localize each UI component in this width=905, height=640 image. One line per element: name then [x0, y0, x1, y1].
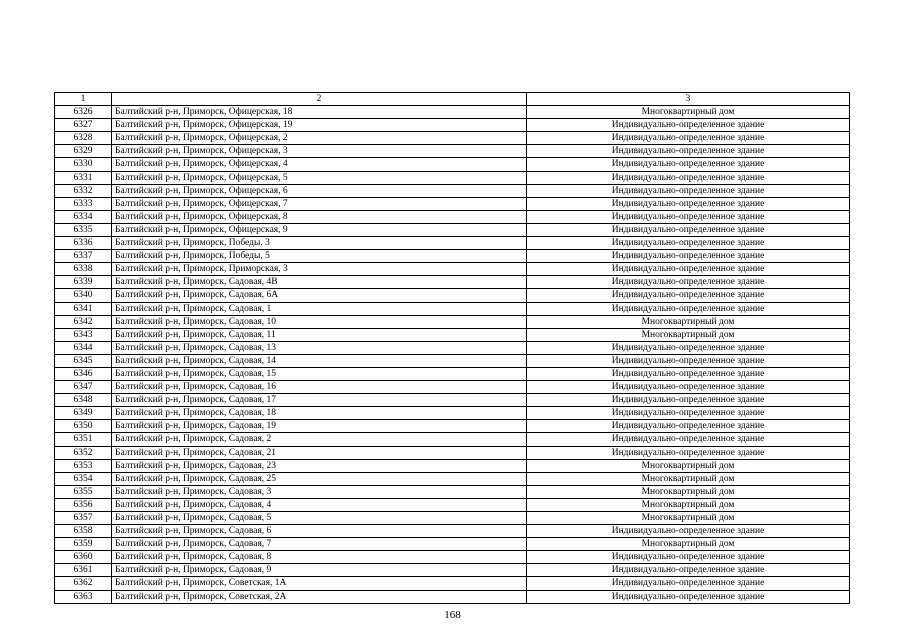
table-row	[55, 525, 850, 538]
row-number: 6352	[55, 446, 112, 459]
row-building-type: Многоквартирный дом	[527, 106, 850, 119]
table-row	[55, 498, 850, 511]
row-number: 6358	[55, 525, 112, 538]
row-number: 6328	[55, 132, 112, 145]
row-number: 6348	[55, 394, 112, 407]
row-number: 6353	[55, 459, 112, 472]
row-number: 6362	[55, 577, 112, 590]
table-row	[55, 184, 850, 197]
row-address: Балтийский р-н, Приморск, Садовая, 19	[112, 420, 527, 433]
row-building-type: Индивидуально-определенное здание	[527, 367, 850, 380]
row-number: 6345	[55, 354, 112, 367]
table-row	[55, 512, 850, 525]
row-number: 6347	[55, 381, 112, 394]
table-row	[55, 158, 850, 171]
page-number: 168	[444, 609, 461, 621]
row-building-type: Индивидуально-определенное здание	[527, 577, 850, 590]
row-address: Балтийский р-н, Приморск, Садовая, 7	[112, 538, 527, 551]
row-building-type: Индивидуально-определенное здание	[527, 132, 850, 145]
row-number: 6335	[55, 223, 112, 236]
row-building-type: Многоквартирный дом	[527, 315, 850, 328]
row-address: Балтийский р-н, Приморск, Садовая, 8	[112, 551, 527, 564]
row-building-type: Индивидуально-определенное здание	[527, 171, 850, 184]
row-building-type: Индивидуально-определенное здание	[527, 263, 850, 276]
table-row	[55, 420, 850, 433]
table-row	[55, 551, 850, 564]
row-number: 6357	[55, 512, 112, 525]
row-number: 6346	[55, 367, 112, 380]
row-number: 6334	[55, 210, 112, 223]
row-address: Балтийский р-н, Приморск, Офицерская, 5	[112, 171, 527, 184]
row-address: Балтийский р-н, Приморск, Садовая, 5	[112, 512, 527, 525]
row-number: 6351	[55, 433, 112, 446]
table-row	[55, 485, 850, 498]
row-building-type: Индивидуально-определенное здание	[527, 381, 850, 394]
row-number: 6359	[55, 538, 112, 551]
table-row	[55, 132, 850, 145]
header-col-2: 2	[112, 93, 527, 106]
row-address: Балтийский р-н, Приморск, Офицерская, 6	[112, 184, 527, 197]
row-address: Балтийский р-н, Приморск, Офицерская, 9	[112, 223, 527, 236]
table-row	[55, 119, 850, 132]
row-number: 6336	[55, 237, 112, 250]
row-address: Балтийский р-н, Приморск, Садовая, 17	[112, 394, 527, 407]
row-address: Балтийский р-н, Приморск, Офицерская, 2	[112, 132, 527, 145]
table-row	[55, 289, 850, 302]
row-building-type: Индивидуально-определенное здание	[527, 551, 850, 564]
row-number: 6327	[55, 119, 112, 132]
row-address: Балтийский р-н, Приморск, Садовая, 6А	[112, 289, 527, 302]
row-address: Балтийский р-н, Приморск, Садовая, 2	[112, 433, 527, 446]
row-number: 6329	[55, 145, 112, 158]
row-building-type: Индивидуально-определенное здание	[527, 590, 850, 603]
table-row	[55, 354, 850, 367]
table-row	[55, 210, 850, 223]
table-row	[55, 250, 850, 263]
row-building-type: Многоквартирный дом	[527, 328, 850, 341]
row-address: Балтийский р-н, Приморск, Садовая, 15	[112, 367, 527, 380]
row-address: Балтийский р-н, Приморск, Офицерская, 19	[112, 119, 527, 132]
row-address: Балтийский р-н, Приморск, Победы, 3	[112, 237, 527, 250]
row-address: Балтийский р-н, Приморск, Советская, 2А	[112, 590, 527, 603]
table-header-row	[55, 93, 850, 106]
table-row	[55, 538, 850, 551]
row-number: 6341	[55, 302, 112, 315]
row-building-type: Многоквартирный дом	[527, 538, 850, 551]
row-address: Балтийский р-н, Приморск, Садовая, 1	[112, 302, 527, 315]
row-building-type: Индивидуально-определенное здание	[527, 276, 850, 289]
row-address: Балтийский р-н, Приморск, Садовая, 13	[112, 341, 527, 354]
row-building-type: Индивидуально-определенное здание	[527, 158, 850, 171]
table-row	[55, 145, 850, 158]
table-row	[55, 302, 850, 315]
row-building-type: Индивидуально-определенное здание	[527, 210, 850, 223]
table-row	[55, 223, 850, 236]
table-row	[55, 276, 850, 289]
row-building-type: Индивидуально-определенное здание	[527, 564, 850, 577]
table-row	[55, 577, 850, 590]
table-row	[55, 564, 850, 577]
row-building-type: Многоквартирный дом	[527, 459, 850, 472]
row-number: 6326	[55, 106, 112, 119]
table-row	[55, 407, 850, 420]
row-building-type: Индивидуально-определенное здание	[527, 420, 850, 433]
row-address: Балтийский р-н, Приморск, Офицерская, 7	[112, 197, 527, 210]
row-number: 6360	[55, 551, 112, 564]
row-address: Балтийский р-н, Приморск, Садовая, 6	[112, 525, 527, 538]
row-building-type: Многоквартирный дом	[527, 485, 850, 498]
row-number: 6355	[55, 485, 112, 498]
row-building-type: Индивидуально-определенное здание	[527, 433, 850, 446]
row-number: 6330	[55, 158, 112, 171]
row-address: Балтийский р-н, Приморск, Офицерская, 4	[112, 158, 527, 171]
table-row	[55, 106, 850, 119]
row-address: Балтийский р-н, Приморск, Садовая, 9	[112, 564, 527, 577]
row-address: Балтийский р-н, Приморск, Советская, 1А	[112, 577, 527, 590]
row-address: Балтийский р-н, Приморск, Садовая, 21	[112, 446, 527, 459]
row-address: Балтийский р-н, Приморск, Садовая, 11	[112, 328, 527, 341]
table-row	[55, 237, 850, 250]
row-number: 6331	[55, 171, 112, 184]
table-row	[55, 446, 850, 459]
row-building-type: Индивидуально-определенное здание	[527, 446, 850, 459]
row-number: 6333	[55, 197, 112, 210]
header-col-1: 1	[55, 93, 112, 106]
row-address: Балтийский р-н, Приморск, Садовая, 3	[112, 485, 527, 498]
row-address: Балтийский р-н, Приморск, Садовая, 18	[112, 407, 527, 420]
row-address: Балтийский р-н, Приморск, Садовая, 10	[112, 315, 527, 328]
row-building-type: Индивидуально-определенное здание	[527, 119, 850, 132]
row-address: Балтийский р-н, Приморск, Приморская, 3	[112, 263, 527, 276]
table-row	[55, 367, 850, 380]
row-address: Балтийский р-н, Приморск, Садовая, 4	[112, 498, 527, 511]
row-address: Балтийский р-н, Приморск, Садовая, 16	[112, 381, 527, 394]
row-building-type: Индивидуально-определенное здание	[527, 354, 850, 367]
table-row	[55, 328, 850, 341]
table-row	[55, 171, 850, 184]
row-number: 6354	[55, 472, 112, 485]
row-number: 6340	[55, 289, 112, 302]
row-address: Балтийский р-н, Приморск, Садовая, 4В	[112, 276, 527, 289]
table-row	[55, 459, 850, 472]
row-address: Балтийский р-н, Приморск, Офицерская, 3	[112, 145, 527, 158]
row-number: 6339	[55, 276, 112, 289]
row-building-type: Индивидуально-определенное здание	[527, 250, 850, 263]
row-address: Балтийский р-н, Приморск, Садовая, 14	[112, 354, 527, 367]
row-number: 6356	[55, 498, 112, 511]
row-address: Балтийский р-н, Приморск, Садовая, 23	[112, 459, 527, 472]
row-building-type: Индивидуально-определенное здание	[527, 145, 850, 158]
row-address: Балтийский р-н, Приморск, Офицерская, 8	[112, 210, 527, 223]
table-row	[55, 472, 850, 485]
row-number: 6342	[55, 315, 112, 328]
row-building-type: Индивидуально-определенное здание	[527, 407, 850, 420]
table-row	[55, 433, 850, 446]
row-address: Балтийский р-н, Приморск, Садовая, 25	[112, 472, 527, 485]
building-register-table	[54, 92, 850, 604]
row-building-type: Многоквартирный дом	[527, 512, 850, 525]
row-building-type: Индивидуально-определенное здание	[527, 341, 850, 354]
header-col-3: 3	[527, 93, 850, 106]
row-address: Балтийский р-н, Приморск, Офицерская, 18	[112, 106, 527, 119]
row-number: 6332	[55, 184, 112, 197]
row-number: 6343	[55, 328, 112, 341]
row-number: 6361	[55, 564, 112, 577]
row-building-type: Индивидуально-определенное здание	[527, 525, 850, 538]
row-number: 6363	[55, 590, 112, 603]
row-building-type: Индивидуально-определенное здание	[527, 302, 850, 315]
table-row	[55, 381, 850, 394]
row-number: 6350	[55, 420, 112, 433]
row-address: Балтийский р-н, Приморск, Победы, 5	[112, 250, 527, 263]
row-building-type: Индивидуально-определенное здание	[527, 237, 850, 250]
row-number: 6349	[55, 407, 112, 420]
row-building-type: Индивидуально-определенное здание	[527, 184, 850, 197]
row-building-type: Индивидуально-определенное здание	[527, 197, 850, 210]
row-building-type: Индивидуально-определенное здание	[527, 223, 850, 236]
table-row	[55, 394, 850, 407]
row-number: 6337	[55, 250, 112, 263]
table-row	[55, 315, 850, 328]
row-building-type: Многоквартирный дом	[527, 472, 850, 485]
table-row	[55, 341, 850, 354]
row-building-type: Многоквартирный дом	[527, 498, 850, 511]
row-number: 6344	[55, 341, 112, 354]
table-row	[55, 590, 850, 603]
table-body	[55, 93, 850, 604]
row-number: 6338	[55, 263, 112, 276]
row-building-type: Индивидуально-определенное здание	[527, 289, 850, 302]
table-row	[55, 263, 850, 276]
row-building-type: Индивидуально-определенное здание	[527, 394, 850, 407]
table-row	[55, 197, 850, 210]
